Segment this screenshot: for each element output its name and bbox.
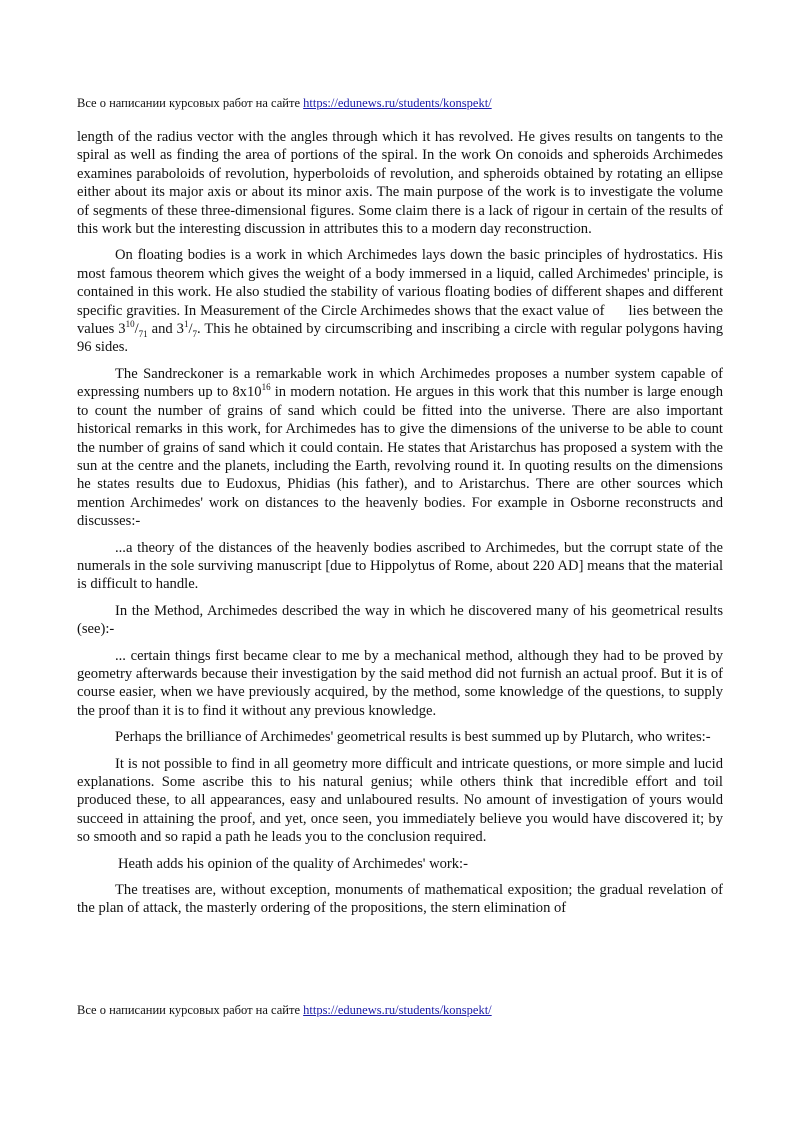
- paragraph-quote-plutarch: It is not possible to find in all geometry more difficult and intricate questions, or more simple and lucid explanations. Some ascribe this to his natural genius; while others think that incredible effort and toil produced these, to all appearances, easy and unlaboured results. No amount of investigation of yours would succeed in attaining the proof, and yet, once seen, you immediately believe you would have discovered it; by so smooth and so rapid a path he leads you to the conclusion required.: [77, 755, 723, 846]
- page-footer: [77, 1003, 492, 1018]
- footer-text: Все о написании курсовых работ на сайте: [77, 1003, 300, 1017]
- subscript: 71: [138, 328, 148, 339]
- paragraph-text: in modern notation. He argues in this work that this number is large enough to count the number of grains of sand which could be fitted into the universe. There are also important historical remarks in this work, for Archimedes has to give the dimensions of the universe to be able to count the number of grains of sand which it could contain. He states that Aristarchus has proposed a system with the sun at the centre and the planets, including the Earth, revolving round it. In quoting results on the dimensions he states results due to Eudoxus, Phidias (his father), and to Aristarchus. There are other sources which mention Archimedes' work on distances to the heavenly bodies. For example in Osborne reconstructs and discusses:-: [77, 384, 723, 530]
- document-body: [77, 128, 723, 926]
- paragraph-floating-bodies: [77, 246, 723, 356]
- paragraph-text: and 3: [147, 321, 184, 338]
- paragraph-quote-method: ... certain things first became clear to me by a mechanical method, although they had to be proved by geometry afterwards because their investigation by the said method did not furnish an actual proof. But it is of course easier, when we have previously acquired, by the method, some knowledge of the questions, to supply the proof than it is to find it without any previous knowledge.: [77, 647, 723, 719]
- superscript: 16: [261, 382, 271, 393]
- superscript: 10: [125, 319, 135, 330]
- paragraph-text: . This he obtained by circumscribing and inscribing a circle with regular polygons having 96 sides.: [77, 321, 724, 356]
- paragraph-text: On floating bodies is a work in which Archimedes lays down the basic principles of hydrostatics. His most famous theorem which gives the weight of a body immersed in a liquid, called Archimedes' principle, is contained in this work. He also studied the stability of various floating bodies of different shapes and different specific gravities. In Measurement of the Circle Archimedes shows that the exact value of: [77, 247, 723, 319]
- paragraph-quote-osborne: ...a theory of the distances of the heavenly bodies ascribed to Archimedes, but the corrupt state of the numerals in the sole surviving manuscript [due to Hippolytus of Rome, about 220 AD] means that the material is difficult to handle.: [77, 539, 723, 593]
- page-header: [77, 96, 492, 111]
- paragraph-spirals-conoids: length of the radius vector with the angles through which it has revolved. He gives results on tangents to the spiral as well as finding the area of portions of the spiral. In the work On conoids and spheroids Archimedes examines paraboloids of revolution, hyperboloids of revolution, and spheroids obtained by rotating an ellipse either about its major axis or about its minor axis. The main purpose of the work is to investigate the volume of segments of these three-dimensional figures. Some claim there is a lack of rigour in certain of the results of this work but the interesting discussion in attributes this to a modern day reconstruction.: [77, 129, 723, 238]
- fraction-slash: /: [188, 321, 193, 338]
- paragraph-method: In the Method, Archimedes described the way in which he discovered many of his geometrical results (see):-: [77, 602, 723, 638]
- paragraph-sandreckoner: [77, 365, 723, 531]
- paragraph-plutarch-intro: Perhaps the brilliance of Archimedes' geometrical results is best summed up by Plutarch, who writes:-: [115, 729, 711, 746]
- superscript: 1: [183, 319, 189, 330]
- subscript: 7: [192, 328, 198, 339]
- paragraph-text: The Sandreckoner is a remarkable work in which Archimedes proposes a number system capable of expressing numbers up to 8x10: [77, 365, 723, 401]
- header-text: Все о написании курсовых работ на сайте: [77, 96, 300, 110]
- footer-link[interactable]: https://edunews.ru/students/konspekt/: [303, 1003, 492, 1017]
- header-link[interactable]: https://edunews.ru/students/konspekt/: [303, 96, 492, 110]
- paragraph-heath-intro: Heath adds his opinion of the quality of Archimedes' work:-: [118, 855, 468, 872]
- paragraph-text: lies between the values 3: [77, 302, 723, 338]
- paragraph-quote-heath: The treatises are, without exception, monuments of mathematical exposition; the gradual revelation of the plan of attack, the masterly ordering of the propositions, the stern elimination of: [77, 882, 723, 917]
- fraction-slash: /: [134, 321, 139, 338]
